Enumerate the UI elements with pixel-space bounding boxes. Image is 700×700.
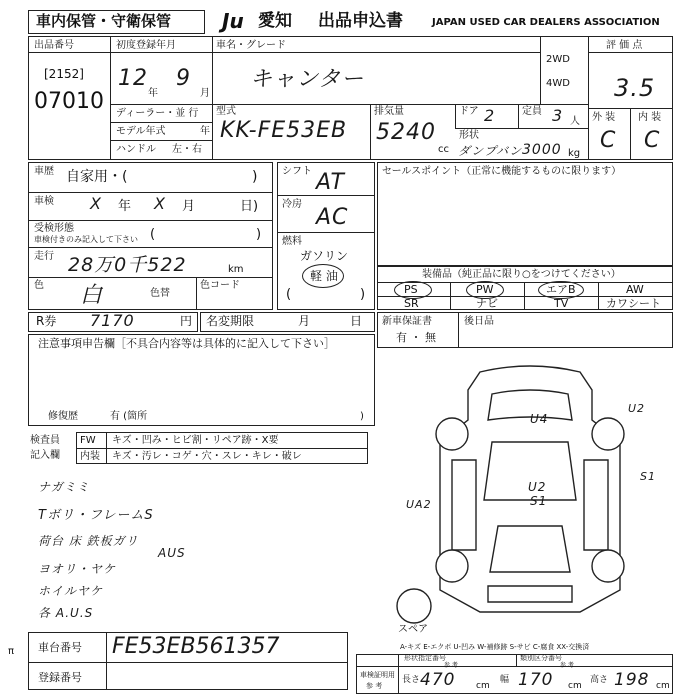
inspector-note-7: 各 A.U.S — [38, 606, 94, 620]
mileage-unit: km — [228, 264, 244, 275]
receipt-open: ( — [150, 227, 156, 242]
inspector-label-2: 記入欄 — [30, 450, 60, 461]
cert-sub: 参 考 — [366, 682, 383, 690]
model-year-unit: 年 — [200, 126, 210, 137]
ju-logo: Ju — [222, 9, 244, 33]
capacity-label: 定員 — [522, 106, 542, 117]
name-change-day: 日 — [350, 314, 363, 328]
notes-label: 注意事項申告欄［不具合内容等は具体的に記入して下さい］ — [38, 337, 335, 350]
damage-legend: A-キズ E-エクボ U-凹み W-補修跡 S-サビ C-腐食 XX-交換済 — [400, 643, 590, 651]
registration-label: 初度登録年月 — [116, 40, 176, 51]
recycle-label: R券 — [36, 314, 57, 328]
name-change-label: 名変期限 — [206, 314, 255, 328]
equip-airbag-circle — [538, 281, 584, 299]
color-value: 白 — [80, 283, 104, 308]
equip-ps-circle — [394, 281, 432, 299]
recycle-value: 7170 — [90, 311, 135, 330]
fuel-gasoline: ガソリン — [300, 249, 349, 263]
mileage-label: 走行 — [34, 251, 54, 262]
registration-year-unit: 年 — [148, 88, 158, 99]
exterior-grade: C — [600, 128, 617, 153]
inspection-month-unit: 月 — [182, 199, 196, 214]
equip-pw-circle — [466, 281, 504, 299]
fw-items: キズ・凹み・ヒビ割・リペア跡・X要 — [112, 435, 279, 446]
damage-mark-ua2: UA2 — [406, 498, 432, 511]
form-number-label: 形状指定番号 — [404, 654, 446, 662]
inspection-label: 車検 — [34, 196, 54, 207]
load-value: 3000 — [522, 142, 562, 158]
org-name: 愛知 — [258, 11, 292, 31]
equip-sr: SR — [404, 297, 419, 310]
inspector-note-1: ナガミミ — [38, 480, 90, 494]
corner-mark: π — [8, 646, 15, 657]
displacement: 5240 — [376, 120, 436, 145]
history-close: ) — [252, 169, 258, 185]
aircon-label: 冷房 — [282, 199, 302, 210]
dealer-label: ディーラー・並 行 — [116, 108, 199, 119]
shift-value: AT — [316, 170, 345, 195]
receipt-label: 受検形態 — [34, 223, 74, 234]
displacement-label: 排気量 — [374, 106, 404, 117]
lot-label: 出品番号 — [34, 40, 74, 51]
lot-number: 07010 — [34, 89, 104, 114]
model-type: KK-FE53EB — [220, 118, 348, 143]
length-value: 470 — [420, 670, 456, 690]
chassis-value: FE53EB561357 — [112, 634, 280, 659]
shift-label: シフト — [282, 166, 312, 177]
damage-mark-u4: U4 — [530, 412, 549, 426]
receipt-close: ) — [256, 227, 262, 242]
equip-tv: TV — [554, 297, 569, 310]
interior-check-label: 内装 — [80, 451, 100, 462]
equip-aw: AW — [626, 283, 644, 296]
form-title: 出品申込書 — [318, 11, 403, 31]
inspection-month: X — [154, 194, 166, 213]
repair-close: ) — [360, 411, 364, 422]
cert-label: 車検証明用 — [360, 671, 395, 679]
model-year-label: モデル年式 — [116, 126, 166, 137]
warranty-label: 新車保証書 — [382, 316, 432, 327]
fw-label: FW — [80, 435, 96, 446]
spare-label: スペア — [398, 624, 428, 635]
damage-mark-s1-bed: S1 — [530, 494, 548, 508]
org-english: JAPAN USED CAR DEALERS ASSOCIATION — [432, 17, 660, 28]
height-label: 高さ — [590, 675, 609, 685]
fuel-diesel: 軽 油 — [310, 269, 338, 283]
shape-label: 形状 — [459, 130, 479, 141]
storage-label: 車内保管・守衛保管 — [36, 12, 172, 30]
recycle-unit: 円 — [180, 314, 193, 328]
rear-seat-label: 後日品 — [464, 316, 494, 327]
category-number-label: 類別区分番号 — [520, 654, 562, 662]
sales-point-section — [377, 162, 673, 266]
rating-score: 3.5 — [614, 74, 656, 102]
drive-2wd: 2WD — [546, 54, 570, 65]
drive-4wd: 4WD — [546, 78, 570, 89]
width-value: 170 — [518, 670, 554, 690]
load-unit: kg — [568, 148, 581, 159]
damage-mark-u2-front: U2 — [628, 402, 646, 415]
inspector-note-5: ヨオリ・ヤケ — [38, 562, 117, 576]
repair-value: 有 (箇所 — [110, 411, 148, 422]
lot-sub: [2152] — [44, 67, 84, 81]
interior-label: 内 装 — [638, 112, 662, 123]
car-name-label: 車名・グレード — [216, 40, 286, 51]
car-name: キャンター — [250, 67, 365, 92]
inspector-note-2: Tボリ・フレームS — [38, 508, 154, 523]
model-type-label: 型式 — [216, 106, 236, 117]
color-code-label: 色コード — [200, 280, 240, 291]
displacement-unit: cc — [438, 144, 449, 155]
equipment-label: 装備品（純正品に限り○をつけてください） — [422, 269, 621, 280]
width-unit: cm — [568, 681, 582, 691]
inspection-year: X — [90, 194, 102, 213]
height-unit: cm — [656, 681, 670, 691]
equip-airbag: エアB — [546, 283, 576, 296]
handle-value: 左・右 — [172, 144, 202, 155]
equip-leather: カワシート — [606, 297, 661, 310]
aircon-value: AC — [316, 205, 349, 230]
form-number-sub: 参 考 — [444, 662, 458, 669]
rating-label: 評 価 点 — [606, 40, 643, 51]
exterior-label: 外 装 — [592, 112, 616, 123]
reg-number-label: 登録番号 — [38, 671, 82, 684]
chassis-label: 車台番号 — [38, 641, 82, 654]
color-change-label: 色替 — [150, 288, 170, 299]
capacity: 3 — [552, 106, 564, 125]
shape: ダンプバン — [458, 144, 523, 158]
capacity-unit: 人 — [570, 116, 580, 127]
fuel-close: ) — [360, 287, 366, 302]
damage-mark-u2-bed: U2 — [528, 480, 547, 494]
width-label: 幅 — [500, 675, 510, 685]
history-label: 車歴 — [34, 166, 54, 177]
fuel-label: 燃料 — [282, 236, 302, 247]
equip-navi: ナビ — [476, 297, 498, 310]
inspector-note-4: AUS — [158, 546, 186, 560]
top-section — [28, 36, 673, 160]
doors: 2 — [484, 106, 496, 125]
registration-month-unit: 月 — [200, 88, 210, 99]
inspection-day-unit: 日) — [240, 199, 259, 214]
handle-label: ハンドル — [116, 144, 156, 155]
sales-point-label: セールスポイント（正常に機能するものに限ります） — [382, 166, 622, 177]
equip-ps: PS — [404, 283, 418, 296]
fuel-open: ( — [286, 287, 292, 302]
mileage: 28万0千522 — [68, 254, 187, 276]
inspector-note-3: 荷台 床 鉄板ガリ — [38, 534, 139, 548]
inspector-label-1: 検査員 — [30, 435, 60, 446]
inspector-note-6: ホイルヤケ — [38, 584, 104, 598]
category-number-sub: 参 考 — [560, 662, 574, 669]
repair-label: 修復歴 — [48, 411, 78, 422]
receipt-note: 車検付きのみ記入して下さい — [34, 235, 138, 244]
interior-grade: C — [644, 128, 661, 153]
registration-year: 12 — [118, 66, 148, 91]
history-value: 自家用・( — [66, 169, 128, 185]
equip-pw: PW — [476, 283, 494, 296]
length-label: 長さ — [402, 675, 421, 685]
length-unit: cm — [476, 681, 490, 691]
warranty-value: 有 ・ 無 — [396, 331, 436, 344]
registration-month: 9 — [176, 66, 191, 91]
doors-label: ドア — [459, 106, 479, 117]
fuel-diesel-circle — [302, 264, 344, 288]
color-label: 色 — [34, 280, 44, 291]
damage-mark-s1-side: S1 — [640, 470, 656, 483]
name-change-month: 月 — [298, 314, 311, 328]
inspection-year-unit: 年 — [118, 199, 132, 214]
interior-check-items: キズ・汚レ・コゲ・穴・スレ・キレ・破レ — [112, 451, 302, 462]
height-value: 198 — [614, 670, 650, 690]
